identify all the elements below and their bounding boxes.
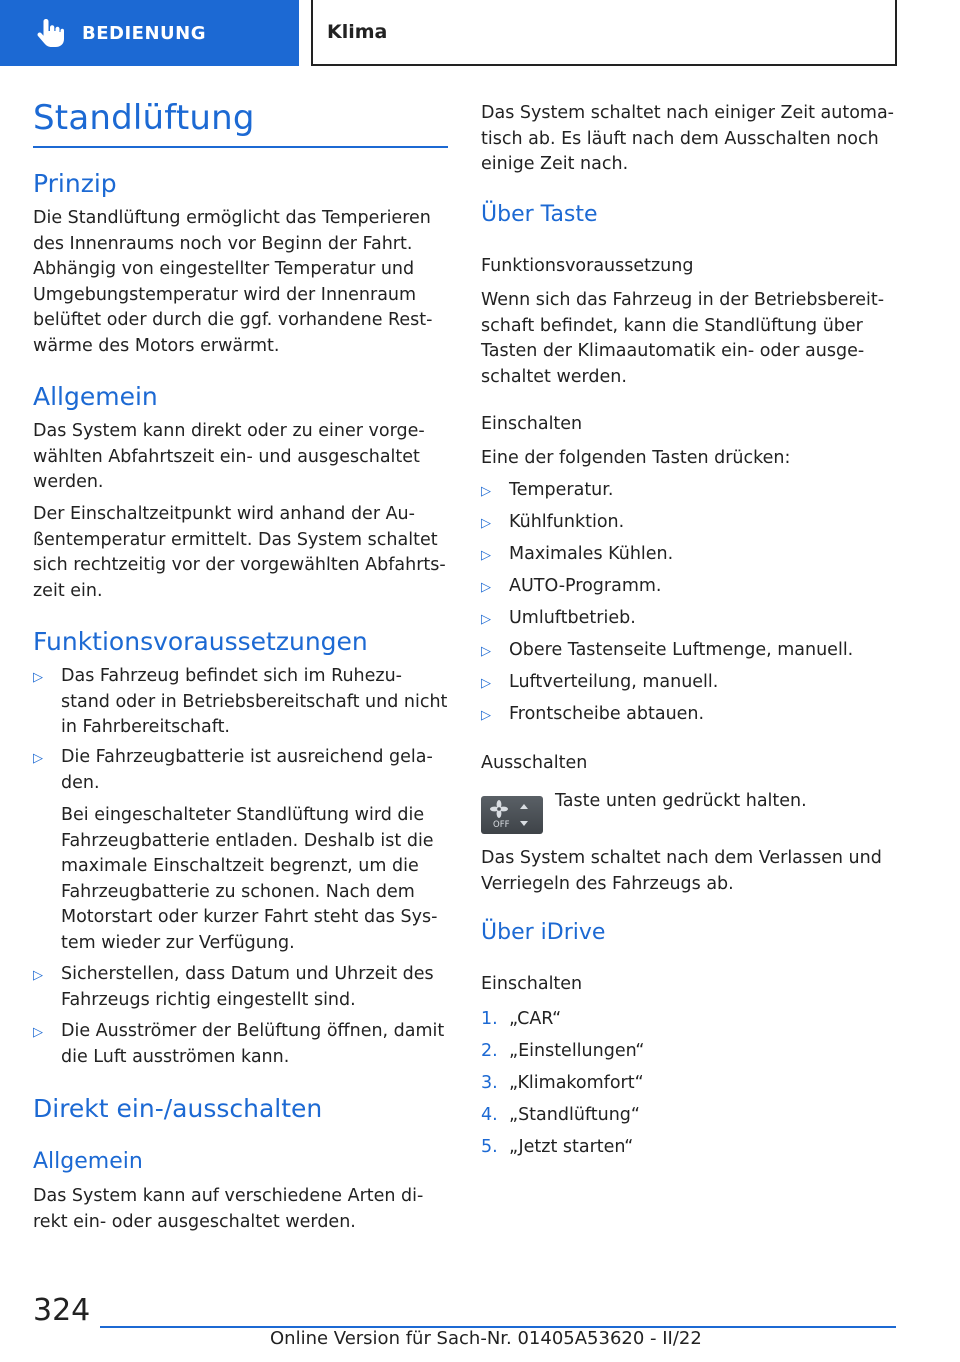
title-rule [33, 146, 448, 148]
text-line: Das System schaltet nach einiger Zeit automa‐ [481, 103, 894, 123]
footer-text: Online Version für Sach-Nr. 01405A53620 - II/22 [270, 1328, 702, 1349]
list-item: ▷ AUTO-Programm. [481, 574, 901, 601]
heading-direkt: Direkt ein-/ausschalten [33, 1094, 323, 1123]
bullet-marker: ▷ [481, 676, 491, 691]
text-line: Die Standlüftung ermöglicht das Temperieren [33, 208, 431, 228]
section-label: BEDIENUNG [82, 22, 206, 44]
list-item [33, 664, 449, 741]
text-line: Tasten der Klimaautomatik ein- oder ausge‐ [481, 341, 865, 362]
paragraph-prinzip [33, 206, 449, 360]
fan-off-button-icon [481, 796, 543, 834]
paragraph-direkt [33, 1184, 449, 1235]
text-line: Der Einschaltzeitpunkt wird anhand der Au‐ [33, 504, 415, 524]
list-item: ▷ Temperatur. [481, 478, 901, 505]
text-line: Wenn sich das Fahrzeug in der Betriebsbereit‐ [481, 290, 885, 310]
bullet-marker: ▷ [33, 968, 43, 983]
text-line: Fahrzeugbatterie entladen. Deshalb ist die [61, 830, 434, 851]
button-off-text: OFF [493, 820, 510, 830]
label-ausschalten: Ausschalten [481, 753, 588, 773]
text-line: Sicherstellen, dass Datum und Uhrzeit des [61, 964, 434, 984]
bullet-marker: ▷ [481, 516, 491, 531]
subheading-allgemein: Allgemein [33, 1149, 143, 1174]
bullet-marker: ▷ [481, 580, 491, 595]
heading-funktionsvoraussetzungen: Funktionsvoraussetzungen [33, 627, 368, 656]
list-item: 2. „Einstellungen“ [481, 1041, 645, 1061]
list-item: 5. „Jetzt starten“ [481, 1137, 634, 1157]
text-line: in Fahrbereitschaft. [61, 717, 230, 738]
paragraph-intro [481, 101, 901, 178]
header-chapter-box [311, 0, 897, 66]
label-einschalten: Einschalten [481, 414, 583, 434]
list-item [33, 745, 449, 796]
text-line: tisch ab. Es läuft nach dem Ausschalten noch [481, 128, 879, 149]
list-item [33, 962, 449, 1013]
text-line: Die Ausströmer der Belüftung öffnen, damit [61, 1021, 445, 1041]
text-line: rekt ein- oder ausgeschaltet werden. [33, 1211, 356, 1232]
list-item: 4. „Standlüftung“ [481, 1105, 640, 1125]
text-line: Verriegeln des Fahrzeugs ab. [481, 873, 734, 894]
list-item: 3. „Klimakomfort“ [481, 1073, 644, 1093]
list-item: ▷ Luftverteilung, manuell. [481, 670, 901, 697]
chapter-label: Klima [327, 21, 388, 43]
heading-prinzip: Prinzip [33, 169, 117, 198]
paragraph-ausschalten: Taste unten gedrückt halten. [555, 791, 807, 811]
heading-ueber-idrive: Über iDrive [481, 920, 606, 945]
text-line: die Luft ausströmen kann. [61, 1046, 290, 1067]
list-item [33, 1019, 449, 1070]
bullet-marker: ▷ [481, 708, 491, 723]
list-item: ▷ Frontscheibe abtauen. [481, 702, 901, 729]
hand-pointer-icon [32, 15, 68, 51]
bullet-marker: ▷ [33, 1025, 43, 1040]
text-line: Fahrzeugbatterie zu schonen. Nach dem [61, 881, 415, 902]
text-line: Abhängig von eingestellter Temperatur und [33, 259, 415, 280]
label-einschalten-idrive: Einschalten [481, 974, 583, 994]
header-section-tab [0, 0, 299, 66]
text-line: sich rechtzeitig vor der vorgewählten Abfahrts‐ [33, 555, 446, 576]
heading-allgemein: Allgemein [33, 382, 158, 411]
paragraph-verriegeln [481, 846, 901, 897]
list-item: ▷ Obere Tastenseite Luftmenge, manuell. [481, 638, 901, 665]
text-line: Umgebungstemperatur wird der Innenraum [33, 284, 417, 305]
heading-ueber-taste: Über Taste [481, 202, 598, 227]
paragraph-allgemein-1 [33, 419, 449, 496]
paragraph-einschalten: Eine der folgenden Tasten drücken: [481, 448, 791, 468]
text-line: maximale Einschaltzeit begrenzt, um die [61, 856, 419, 877]
bullet-marker: ▷ [481, 484, 491, 499]
text-line: wählten Abfahrtszeit ein- und ausgeschaltet [33, 446, 420, 467]
list-item-note [61, 803, 449, 957]
list-item: ▷ Maximales Kühlen. [481, 542, 901, 569]
text-line: tem wieder zur Verfügung. [61, 932, 295, 953]
text-line: Das System kann direkt oder zu einer vorge‐ [33, 421, 425, 441]
page-number: 324 [33, 1293, 91, 1328]
paragraph-allgemein-2 [33, 502, 449, 604]
bullet-marker: ▷ [33, 751, 43, 766]
bullet-marker: ▷ [481, 548, 491, 563]
bullet-marker: ▷ [481, 644, 491, 659]
page-title: Standlüftung [33, 98, 255, 138]
text-line: stand oder in Betriebsbereitschaft und nicht [61, 691, 448, 712]
text-line: Die Fahrzeugbatterie ist ausreichend gela‐ [61, 747, 433, 767]
text-line: Motorstart oder kurzer Fahrt steht das Sys‐ [61, 907, 438, 928]
list-item: 1. „CAR“ [481, 1009, 562, 1029]
text-line: des Innenraums noch vor Beginn der Fahrt. [33, 233, 413, 254]
text-line: den. [61, 772, 100, 793]
label-funktionsvoraussetzung: Funktionsvoraussetzung [481, 256, 694, 276]
text-line: schaltet werden. [481, 366, 627, 387]
text-line: Das System kann auf verschiedene Arten di‐ [33, 1186, 424, 1206]
text-line: Das System schaltet nach dem Verlassen und [481, 848, 882, 868]
text-line: belüftet oder durch die ggf. vorhandene Rest‐ [33, 310, 433, 331]
text-line: einige Zeit nach. [481, 154, 629, 175]
text-line: ßentemperatur ermittelt. Das System schaltet [33, 529, 438, 550]
list-item: ▷ Kühlfunktion. [481, 510, 901, 537]
list-item: ▷ Umluftbetrieb. [481, 606, 901, 633]
paragraph-funktionsvoraussetzung [481, 288, 901, 390]
text-line: wärme des Motors erwärmt. [33, 335, 280, 356]
text-line: Bei eingeschalteter Standlüftung wird die [61, 805, 425, 825]
text-line: Das Fahrzeug befindet sich im Ruhezu‐ [61, 666, 402, 686]
bullet-marker: ▷ [481, 612, 491, 627]
text-line: Fahrzeugs richtig eingestellt sind. [61, 989, 356, 1010]
text-line: werden. [33, 472, 104, 493]
text-line: zeit ein. [33, 580, 103, 601]
bullet-marker: ▷ [33, 670, 43, 685]
text-line: schaft befindet, kann die Standlüftung über [481, 315, 863, 336]
